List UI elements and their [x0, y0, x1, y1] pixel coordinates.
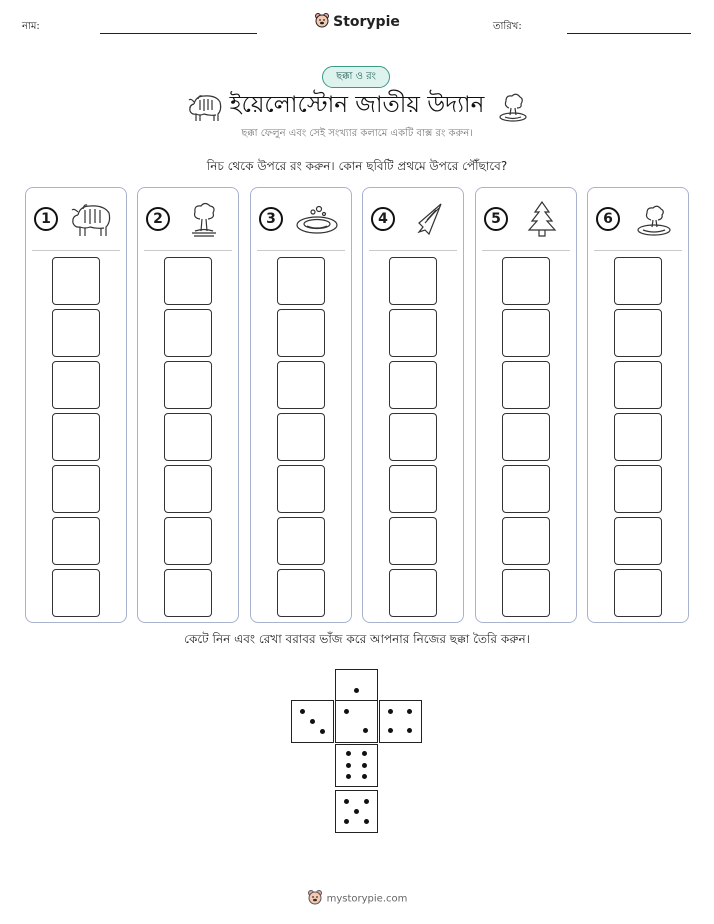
color-box[interactable]: [164, 413, 212, 461]
die-pip: [310, 719, 315, 724]
column-divider: [32, 250, 120, 251]
name-label: নাম:: [22, 21, 40, 32]
color-box[interactable]: [164, 257, 212, 305]
geyser-crater-icon: [630, 199, 678, 239]
arrowhead-icon: [405, 199, 453, 239]
color-box[interactable]: [277, 465, 325, 513]
column-divider: [482, 250, 570, 251]
color-box[interactable]: [614, 465, 662, 513]
color-box[interactable]: [52, 569, 100, 617]
color-box[interactable]: [614, 517, 662, 565]
color-box[interactable]: [502, 413, 550, 461]
color-box[interactable]: [52, 413, 100, 461]
column-3: [250, 187, 352, 623]
color-box[interactable]: [52, 257, 100, 305]
brand-logo: [0, 12, 714, 32]
color-box[interactable]: [389, 517, 437, 565]
color-box[interactable]: [277, 257, 325, 305]
footer-url: mystorypie.com: [326, 893, 408, 905]
die-pip: [320, 729, 325, 734]
column-2: [137, 187, 239, 623]
color-box[interactable]: [614, 257, 662, 305]
die-pip: [407, 709, 412, 714]
die-pip: [362, 763, 367, 768]
column-number: 3: [259, 207, 283, 231]
color-box[interactable]: [389, 309, 437, 357]
color-box[interactable]: [614, 413, 662, 461]
column-1: [25, 187, 127, 623]
die-pip: [364, 799, 369, 804]
column-divider: [369, 250, 457, 251]
color-box[interactable]: [389, 257, 437, 305]
hot-spring-icon: [293, 199, 341, 239]
column-number: 4: [371, 207, 395, 231]
color-box[interactable]: [502, 465, 550, 513]
die-pip: [344, 819, 349, 824]
die-pip: [344, 799, 349, 804]
geyser-eruption-icon: [180, 199, 228, 239]
die-pip: [354, 809, 359, 814]
column-divider: [257, 250, 345, 251]
game-instruction: নিচ থেকে উপরে রং করুন। কোন ছবিটি প্রথমে উপরে পৌঁছাবে?: [206, 159, 508, 173]
date-line[interactable]: [567, 33, 691, 34]
die-pip: [354, 688, 359, 693]
color-box[interactable]: [389, 361, 437, 409]
column-number: 2: [146, 207, 170, 231]
column-divider: [144, 250, 232, 251]
cut-instruction: কেটে নিন এবং রেখা বরাবর ভাঁজ করে আপনার নিজের ছক্কা তৈরি করুন।: [184, 632, 530, 646]
column-number: 5: [484, 207, 508, 231]
color-box[interactable]: [277, 309, 325, 357]
brand-name: Storypie: [333, 14, 400, 30]
page-subtitle: ছক্কা ফেলুন এবং সেই সংখ্যার কলামে একটি বাক্স রং করুন।: [241, 128, 473, 139]
color-box[interactable]: [277, 569, 325, 617]
color-box[interactable]: [502, 517, 550, 565]
die-pip: [300, 709, 305, 714]
die-pip: [344, 709, 349, 714]
die-pip: [346, 774, 351, 779]
die-pip: [362, 751, 367, 756]
color-box[interactable]: [164, 517, 212, 565]
color-box[interactable]: [502, 257, 550, 305]
column-6: [587, 187, 689, 623]
color-box[interactable]: [502, 309, 550, 357]
color-box[interactable]: [52, 309, 100, 357]
color-box[interactable]: [277, 517, 325, 565]
die-face-2: [335, 700, 378, 743]
column-5: [475, 187, 577, 623]
color-box[interactable]: [164, 569, 212, 617]
storypie-bear-icon: [314, 12, 330, 32]
color-box[interactable]: [614, 569, 662, 617]
color-box[interactable]: [277, 361, 325, 409]
color-box[interactable]: [52, 465, 100, 513]
die-pip: [388, 728, 393, 733]
color-box[interactable]: [164, 309, 212, 357]
page-title: ইয়েলোস্টোন জাতীয় উদ্যান: [229, 92, 485, 118]
column-number: 1: [34, 207, 58, 231]
column-4: [362, 187, 464, 623]
category-pill: ছক্কা ও রং: [322, 66, 390, 88]
footer-brand: [0, 889, 714, 908]
column-divider: [594, 250, 682, 251]
column-number: 6: [596, 207, 620, 231]
color-box[interactable]: [277, 413, 325, 461]
color-box[interactable]: [614, 361, 662, 409]
color-box[interactable]: [614, 309, 662, 357]
color-box[interactable]: [502, 569, 550, 617]
die-face-4: [379, 700, 422, 743]
die-pip: [388, 709, 393, 714]
color-box[interactable]: [164, 465, 212, 513]
bison-icon: [68, 199, 116, 239]
color-box[interactable]: [389, 569, 437, 617]
color-box[interactable]: [502, 361, 550, 409]
color-box[interactable]: [52, 517, 100, 565]
name-line[interactable]: [100, 33, 257, 34]
die-face-6: [335, 744, 378, 787]
geyser-title-icon: [496, 90, 530, 128]
die-pip: [364, 819, 369, 824]
color-box[interactable]: [389, 413, 437, 461]
die-face-5: [335, 790, 378, 833]
date-label: তারিখ:: [493, 21, 522, 32]
die-pip: [407, 728, 412, 733]
die-pip: [363, 728, 368, 733]
die-pip: [346, 751, 351, 756]
die-face-3: [291, 700, 334, 743]
color-box[interactable]: [389, 465, 437, 513]
die-pip: [346, 763, 351, 768]
storypie-bear-icon: [307, 889, 323, 908]
die-pip: [362, 774, 367, 779]
pine-tree-icon: [518, 199, 566, 239]
color-box[interactable]: [52, 361, 100, 409]
color-box[interactable]: [164, 361, 212, 409]
